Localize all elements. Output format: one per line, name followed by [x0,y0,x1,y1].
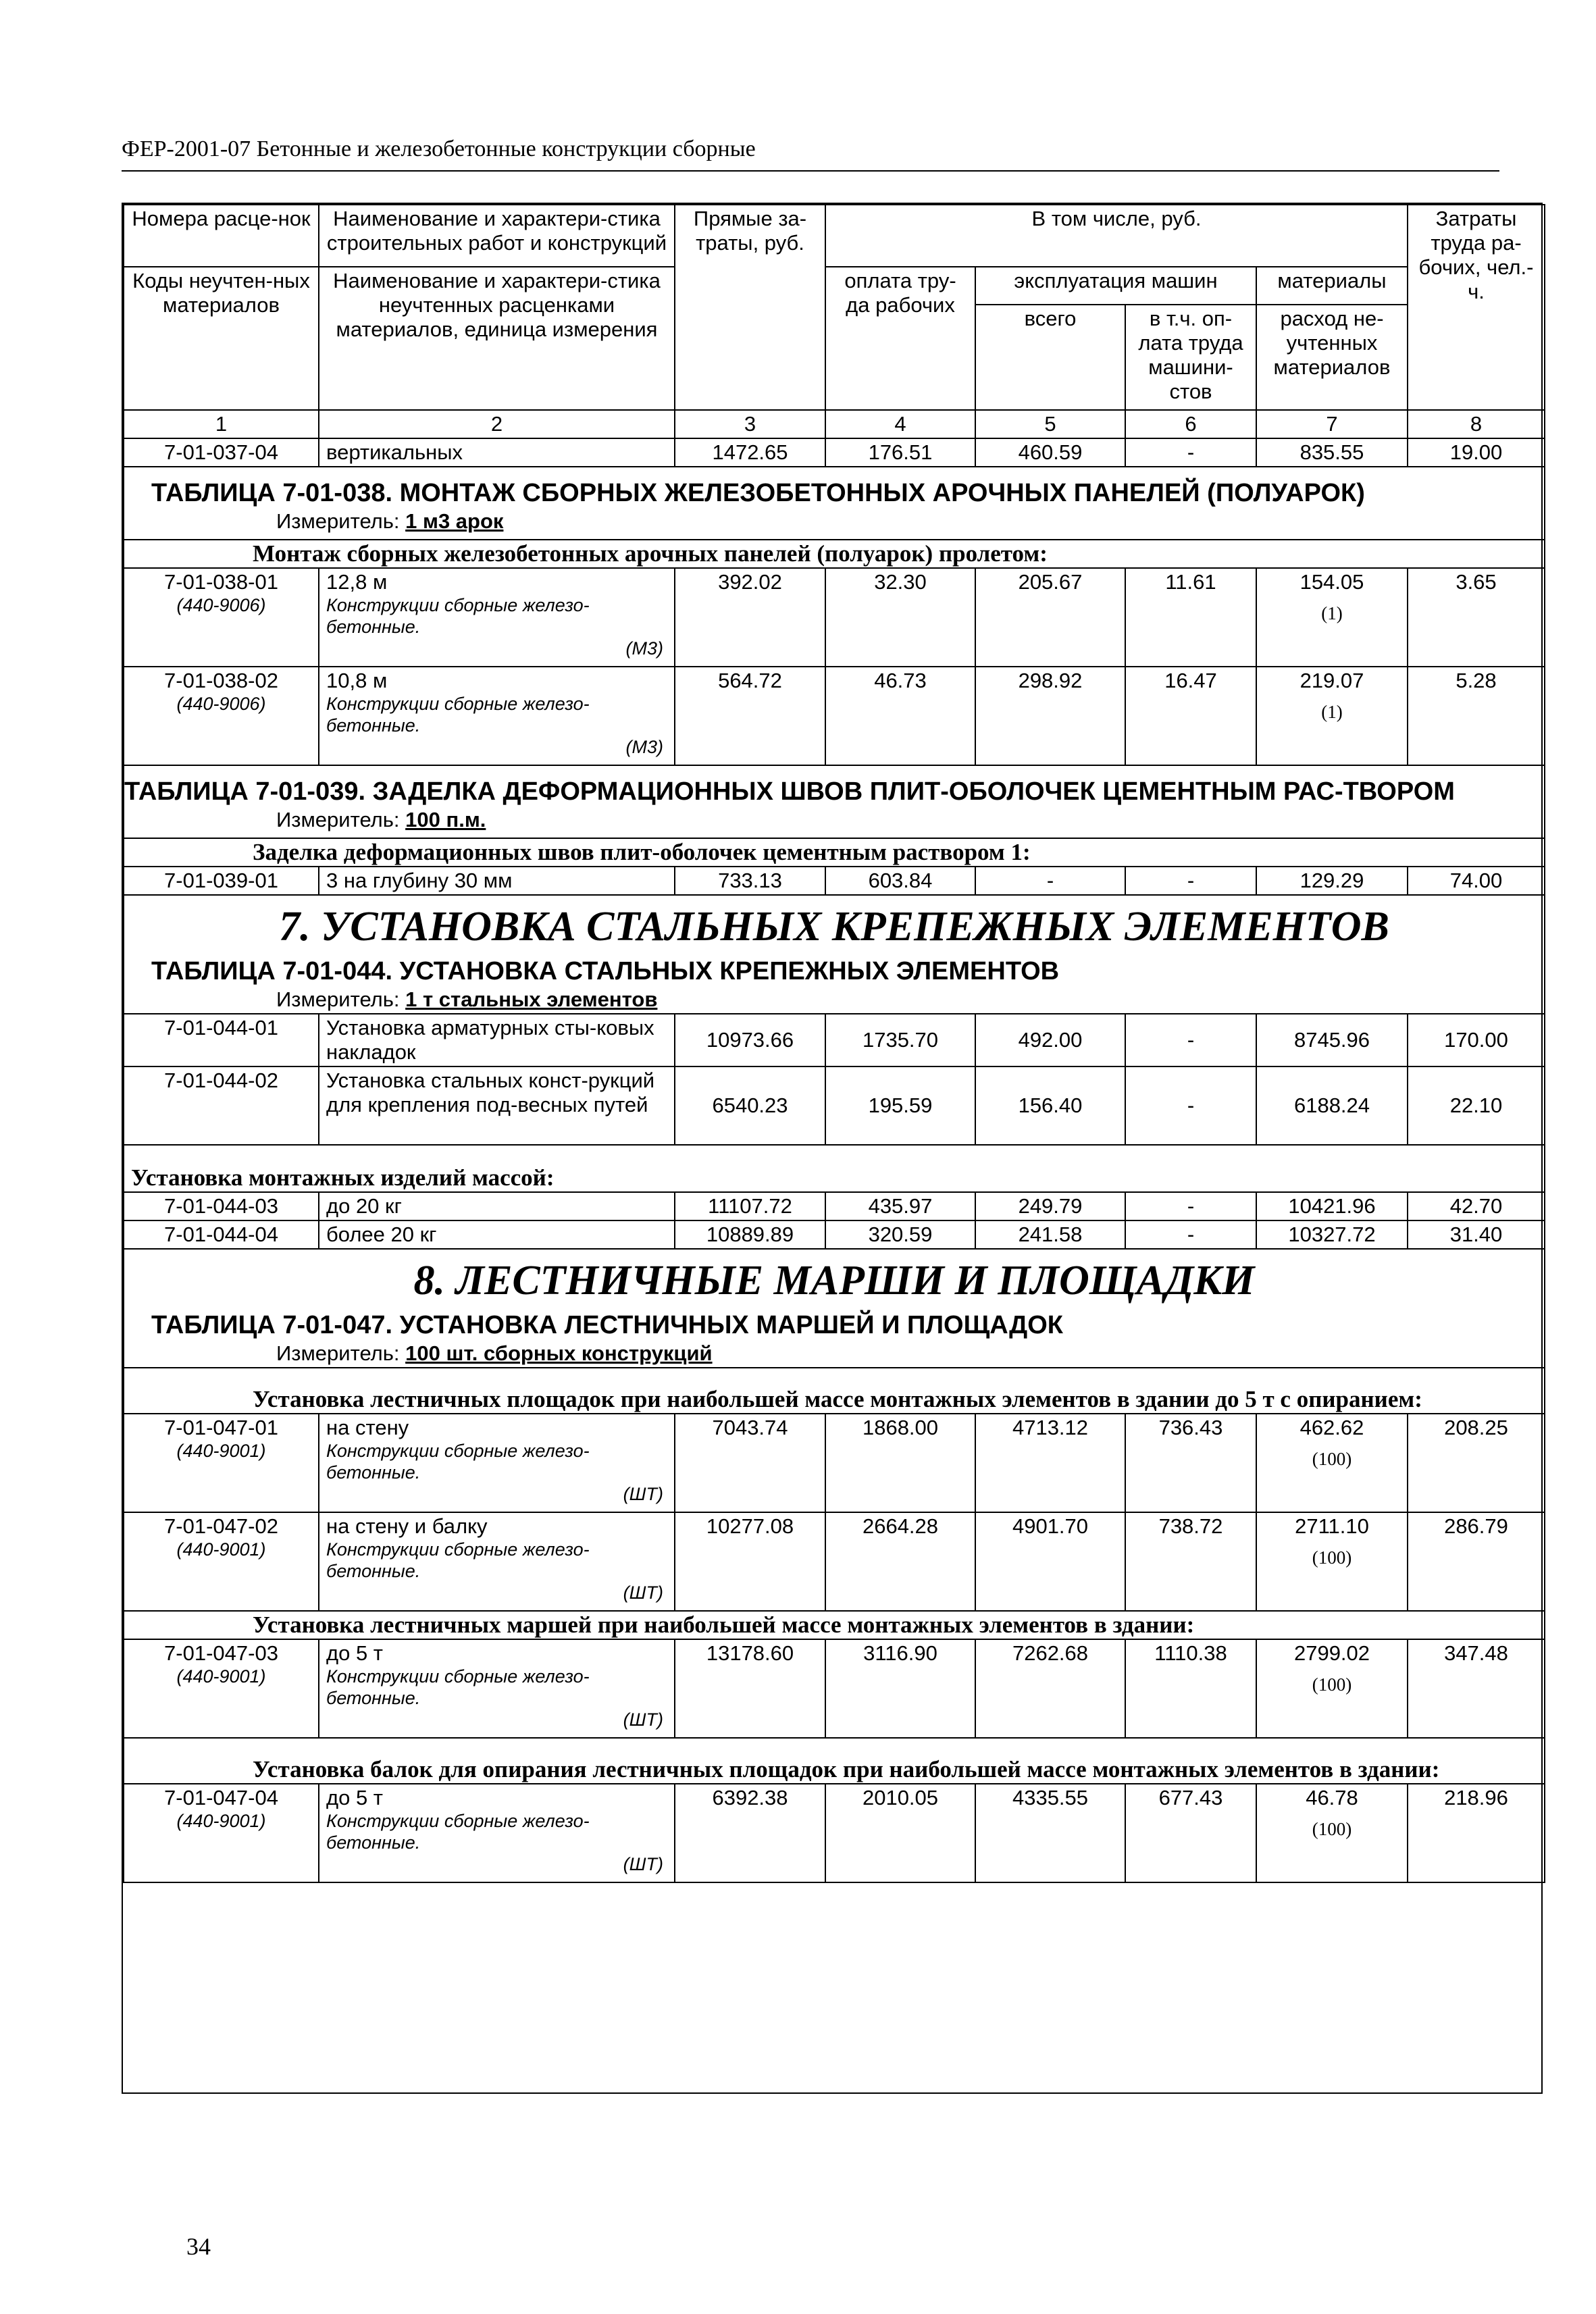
direct-costs: 6392.38 [675,1784,825,1882]
work-name: более 20 кг [319,1220,675,1249]
rate-code: 7-01-044-01 [124,1014,319,1066]
section-title: 8. ЛЕСТНИЧНЫЕ МАРШИ И ПЛОЩАДКИ [413,1258,1255,1304]
table-039-measure [124,806,1544,838]
table-row [124,1784,1545,1882]
measure-value: 100 шт. сборных конструкций [405,1341,713,1365]
measure-value: 1 м3 арок [405,509,504,533]
work-name: 12,8 м [326,570,388,594]
group-title: Установка балок для опирания лестничных площадок при наибольшей массе монтажных элементов в здании: [124,1738,1545,1784]
column-number: 5 [975,410,1125,438]
work-name: до 20 кг [319,1192,675,1220]
work-name: Установка стальных конст-рукций для крепления под-весных путей [319,1066,675,1145]
col-header-wages: оплата тру-да рабочих [825,267,975,410]
materials: 10421.96 [1256,1192,1408,1220]
labor-costs: 42.70 [1408,1192,1545,1220]
col-header-materials: материалы [1256,267,1408,305]
table-038-measure [124,508,1544,539]
measure-label: Измеритель: [276,808,400,831]
table-row [124,438,1545,467]
operator-wages: 11.61 [1125,568,1256,667]
machines-total: 4335.55 [975,1784,1125,1882]
rate-code: 7-01-038-01 [164,570,278,594]
material-code: (440-9001) [176,1666,266,1687]
labor-costs: 19.00 [1408,438,1545,467]
column-number: 4 [825,410,975,438]
col-header-material-codes: Коды неучтен-ных материалов [124,267,319,410]
table-row [124,1220,1545,1249]
measure-label: Измеритель: [276,1341,400,1365]
materials: 835.55 [1256,438,1408,467]
wages: 3116.90 [825,1639,975,1738]
direct-costs: 7043.74 [675,1414,825,1512]
labor-costs: 208.25 [1408,1414,1545,1512]
machines-total: 205.67 [975,568,1125,667]
material-quantity: (100) [1312,1819,1352,1839]
material-unit: (ШТ) [623,1583,663,1603]
materials: 129.29 [1256,867,1408,895]
column-number: 7 [1256,410,1408,438]
rate-code: 7-01-047-04 [164,1786,278,1809]
materials: 2711.10 [1295,1514,1369,1538]
operator-wages: 1110.38 [1125,1639,1256,1738]
wages: 195.59 [825,1066,975,1145]
measure-value: 1 т стальных элементов [405,987,658,1011]
labor-costs: 22.10 [1408,1066,1545,1145]
col-header-machines-total: всего [975,305,1125,410]
table-047-measure [124,1340,1544,1367]
rates-table-frame [122,203,1543,2094]
labor-costs: 170.00 [1408,1014,1545,1066]
operator-wages: 738.72 [1125,1512,1256,1611]
table-row [124,1192,1545,1220]
wages: 1868.00 [825,1414,975,1512]
direct-costs: 564.72 [675,667,825,765]
operator-wages: 736.43 [1125,1414,1256,1512]
rate-code: 7-01-047-01 [164,1416,278,1439]
material-unit: (ШТ) [623,1854,663,1874]
header-row-2 [124,267,1545,305]
col-header-including: В том числе, руб. [825,205,1408,267]
labor-costs: 3.65 [1408,568,1545,667]
materials: 154.05 [1299,570,1364,594]
labor-costs: 347.48 [1408,1639,1545,1738]
table-038-heading [124,467,1545,540]
column-number: 3 [675,410,825,438]
table-row [124,1639,1545,1738]
machines-total: 460.59 [975,438,1125,467]
material-quantity: (100) [1312,1547,1352,1568]
group-title: Установка лестничных площадок при наибольшей массе монтажных элементов в здании до 5 т с опиранием: [124,1368,1545,1414]
col-header-machines: эксплуатация машин [975,267,1256,305]
material-unit: (М3) [625,737,663,757]
material-quantity: (100) [1312,1674,1352,1695]
material-note: Конструкции сборные железо-бетонные. [326,595,590,637]
direct-costs: 1472.65 [675,438,825,467]
group-title: Заделка деформационных швов плит-оболочек цементным раствором 1: [124,838,1545,867]
section-title: 7. УСТАНОВКА СТАЛЬНЫХ КРЕПЕЖНЫХ ЭЛЕМЕНТОВ [279,904,1389,950]
rate-code: 7-01-038-02 [164,669,278,692]
material-quantity: (1) [1321,603,1343,623]
wages: 46.73 [825,667,975,765]
wages: 32.30 [825,568,975,667]
material-note: Конструкции сборные железо-бетонные. [326,1539,590,1581]
column-number: 8 [1408,410,1545,438]
materials: 46.78 [1306,1786,1358,1809]
machines-total: - [975,867,1125,895]
header-rule [122,170,1499,172]
col-header-direct-costs: Прямые за-траты, руб. [675,205,825,410]
operator-wages: - [1125,1220,1256,1249]
rate-code: 7-01-044-03 [124,1192,319,1220]
wages: 176.51 [825,438,975,467]
column-number: 6 [1125,410,1256,438]
table-038-group [124,540,1545,568]
materials: 462.62 [1299,1416,1364,1439]
column-numbers-row [124,410,1545,438]
rate-code: 7-01-047-02 [164,1514,278,1538]
wages: 435.97 [825,1192,975,1220]
direct-costs: 392.02 [675,568,825,667]
table-047-group-1 [124,1368,1545,1414]
rate-code: 7-01-044-02 [124,1066,319,1145]
material-code: (440-9001) [176,1441,266,1461]
direct-costs: 10277.08 [675,1512,825,1611]
machines-total: 249.79 [975,1192,1125,1220]
table-044-measure [124,986,1544,1013]
operator-wages: - [1125,1192,1256,1220]
operator-wages: - [1125,1014,1256,1066]
wages: 2664.28 [825,1512,975,1611]
machines-total: 156.40 [975,1066,1125,1145]
col-header-material-name: Наименование и характери-стика неучтенных расценками материалов, единица измерения [319,267,675,410]
running-header: ФЕР-2001-07 Бетонные и железобетонные конструкции сборные [122,136,756,161]
rates-table [123,204,1545,1883]
group-title: Монтаж сборных железобетонных арочных панелей (полуарок) пролетом: [124,540,1545,568]
wages: 603.84 [825,867,975,895]
material-quantity: (100) [1312,1449,1352,1469]
direct-costs: 13178.60 [675,1639,825,1738]
table-038-title: ТАБЛИЦА 7-01-038. МОНТАЖ СБОРНЫХ ЖЕЛЕЗОБЕТОННЫХ АРОЧНЫХ ПАНЕЛЕЙ (ПОЛУАРОК) [151,479,1365,507]
machines-total: 298.92 [975,667,1125,765]
direct-costs: 10889.89 [675,1220,825,1249]
material-code: (440-9006) [176,694,266,714]
operator-wages: 16.47 [1125,667,1256,765]
materials: 10327.72 [1256,1220,1408,1249]
labor-costs: 5.28 [1408,667,1545,765]
column-number: 2 [319,410,675,438]
machines-total: 4901.70 [975,1512,1125,1611]
table-row [124,1014,1545,1066]
machines-total: 241.58 [975,1220,1125,1249]
table-039-title: ТАБЛИЦА 7-01-039. ЗАДЕЛКА ДЕФОРМАЦИОННЫХ ШВОВ ПЛИТ-ОБОЛОЧЕК ЦЕМЕНТНЫМ РАС-ТВОРОМ [124,777,1455,806]
material-note: Конструкции сборные железо-бетонные. [326,1441,590,1483]
work-name: на стену и балку [326,1514,488,1538]
group-title: Установка монтажных изделий массой: [124,1145,1545,1192]
work-name: вертикальных [319,438,675,467]
material-unit: (М3) [625,638,663,659]
material-unit: (ШТ) [623,1484,663,1504]
wages: 2010.05 [825,1784,975,1882]
direct-costs: 733.13 [675,867,825,895]
table-047-group-2 [124,1611,1545,1639]
measure-label: Измеритель: [276,987,400,1011]
measure-value: 100 п.м. [405,808,486,831]
table-row [124,568,1545,667]
col-header-labor-costs: Затраты труда ра-бочих, чел.-ч. [1408,205,1545,410]
table-047-group-3 [124,1738,1545,1784]
material-note: Конструкции сборные железо-бетонные. [326,1811,590,1853]
section-7-heading [124,895,1545,1014]
table-044-group [124,1145,1545,1192]
direct-costs: 10973.66 [675,1014,825,1066]
rate-code: 7-01-044-04 [124,1220,319,1249]
machines-total: 7262.68 [975,1639,1125,1738]
wages: 320.59 [825,1220,975,1249]
direct-costs: 11107.72 [675,1192,825,1220]
table-row [124,867,1545,895]
operator-wages: - [1125,867,1256,895]
table-row [124,1512,1545,1611]
wages: 1735.70 [825,1014,975,1066]
table-039-heading [124,765,1545,838]
rate-code: 7-01-047-03 [164,1641,278,1665]
work-name: на стену [326,1416,409,1439]
table-row [124,1414,1545,1512]
header-row-1 [124,205,1545,267]
materials: 2799.02 [1293,1641,1370,1665]
material-code: (440-9001) [176,1539,266,1560]
materials: 219.07 [1299,669,1364,692]
work-name: Установка арматурных сты-ковых накладок [319,1014,675,1066]
machines-total: 492.00 [975,1014,1125,1066]
direct-costs: 6540.23 [675,1066,825,1145]
work-name: 10,8 м [326,669,388,692]
material-note: Конструкции сборные железо-бетонные. [326,1666,590,1708]
material-note: Конструкции сборные железо-бетонные. [326,694,590,736]
table-row [124,667,1545,765]
table-047-title: ТАБЛИЦА 7-01-047. УСТАНОВКА ЛЕСТНИЧНЫХ МАРШЕЙ И ПЛОЩАДОК [151,1311,1063,1339]
column-number: 1 [124,410,319,438]
work-name: до 5 т [326,1786,383,1809]
page-number: 34 [186,2233,211,2260]
rate-code: 7-01-039-01 [124,867,319,895]
group-title: Установка лестничных маршей при наибольшей массе монтажных элементов в здании: [124,1611,1545,1639]
col-header-work-name: Наименование и характери-стика строительных работ и конструкций [319,205,675,267]
col-header-rate-number: Номера расце-нок [124,205,319,267]
section-8-heading [124,1249,1545,1368]
operator-wages: 677.43 [1125,1784,1256,1882]
labor-costs: 286.79 [1408,1512,1545,1611]
labor-costs: 218.96 [1408,1784,1545,1882]
materials: 8745.96 [1256,1014,1408,1066]
table-044-title: ТАБЛИЦА 7-01-044. УСТАНОВКА СТАЛЬНЫХ КРЕПЕЖНЫХ ЭЛЕМЕНТОВ [151,957,1060,985]
materials: 6188.24 [1256,1066,1408,1145]
work-name: до 5 т [326,1641,383,1665]
table-row [124,1066,1545,1145]
operator-wages: - [1125,438,1256,467]
labor-costs: 31.40 [1408,1220,1545,1249]
measure-label: Измеритель: [276,509,400,533]
material-quantity: (1) [1321,702,1343,722]
col-header-operator-wages: в т.ч. оп-лата труда машини-стов [1125,305,1256,410]
work-name: 3 на глубину 30 мм [319,867,675,895]
machines-total: 4713.12 [975,1414,1125,1512]
rate-code: 7-01-037-04 [124,438,319,467]
table-039-group [124,838,1545,867]
labor-costs: 74.00 [1408,867,1545,895]
material-code: (440-9006) [176,595,266,615]
operator-wages: - [1125,1066,1256,1145]
col-header-material-consumption: расход не-учтенных материалов [1256,305,1408,410]
material-code: (440-9001) [176,1811,266,1831]
material-unit: (ШТ) [623,1709,663,1730]
